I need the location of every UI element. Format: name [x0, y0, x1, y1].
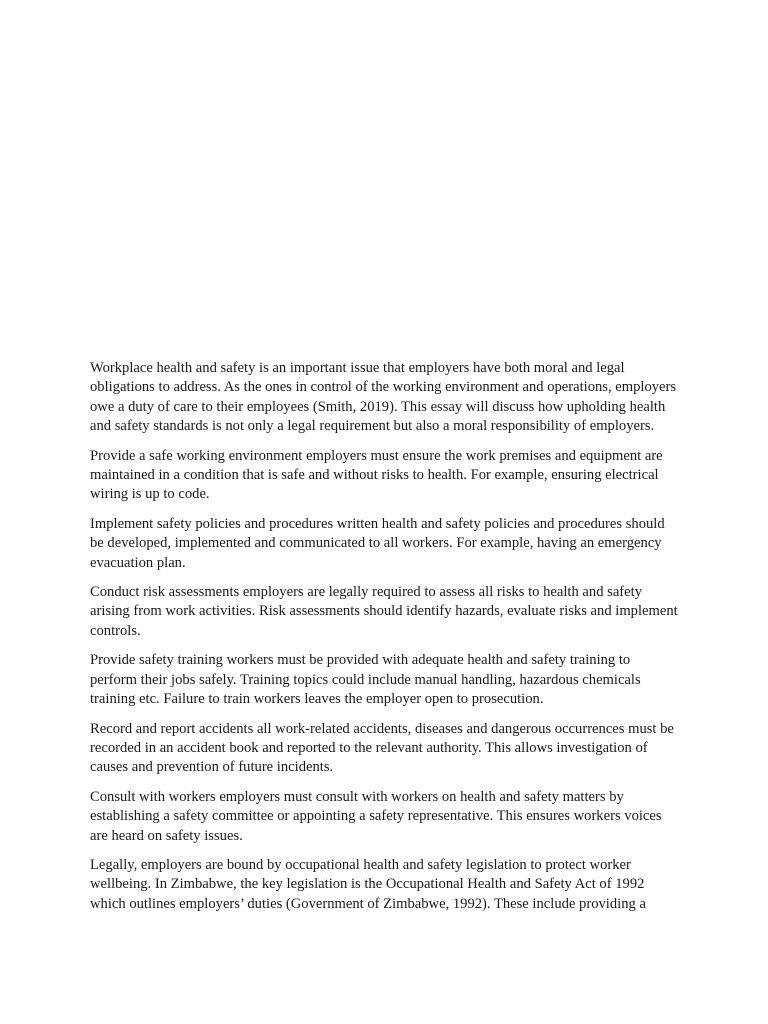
paragraph-safety-policies: Implement safety policies and procedures written health and safety policies and procedures should be developed, implemented and communicated to all workers. For example, having an emergency evacuation plan. — [90, 515, 665, 571]
paragraph-safety-training: Provide safety training workers must be provided with adequate health and safety training to perform their jobs safely. Training topics could include manual handling, hazardous chemicals training etc. Failure to train workers leaves the employer open to prosecution. — [90, 652, 641, 708]
paragraph-risk-assessments: Conduct risk assessments employers are legally required to assess all risks to health and safety arising from work activities. Risk assessments should identify hazards, evaluate risks and implement controls. — [90, 584, 678, 639]
document-body — [90, 359, 680, 924]
paragraph-record-accidents: Record and report accidents all work-related accidents, diseases and dangerous occurrences must be recorded in an accident book and reported to the relevant authority. This allows investigation of causes and prevention of future incidents. — [90, 720, 674, 776]
paragraph-safe-environment: Provide a safe working environment employers must ensure the work premises and equipment are maintained in a condition that is safe and without risks to health. For example, ensuring electrical wiring is up to code. — [90, 447, 663, 503]
paragraph-intro: Workplace health and safety is an important issue that employers have both moral and legal obligations to address. As the ones in control of the working environment and operations, employers owe a duty of care to their employees (Smith, 2019). This essay will discuss how upholding health and safety standards is not only a legal requirement but also a moral responsibility of employers. — [90, 360, 677, 435]
paragraph-legislation: Legally, employers are bound by occupational health and safety legislation to protect worker wellbeing. In Zimbabwe, the key legislation is the Occupational Health and Safety Act of 1992 which outlines employers’ duties (Government of Zimbabwe, 1992). These include providing a — [90, 856, 646, 912]
paragraph-consult-workers: Consult with workers employers must consult with workers on health and safety matters by establishing a safety committee or appointing a safety representative. This ensures workers voices are heard on safety issues. — [90, 788, 662, 844]
